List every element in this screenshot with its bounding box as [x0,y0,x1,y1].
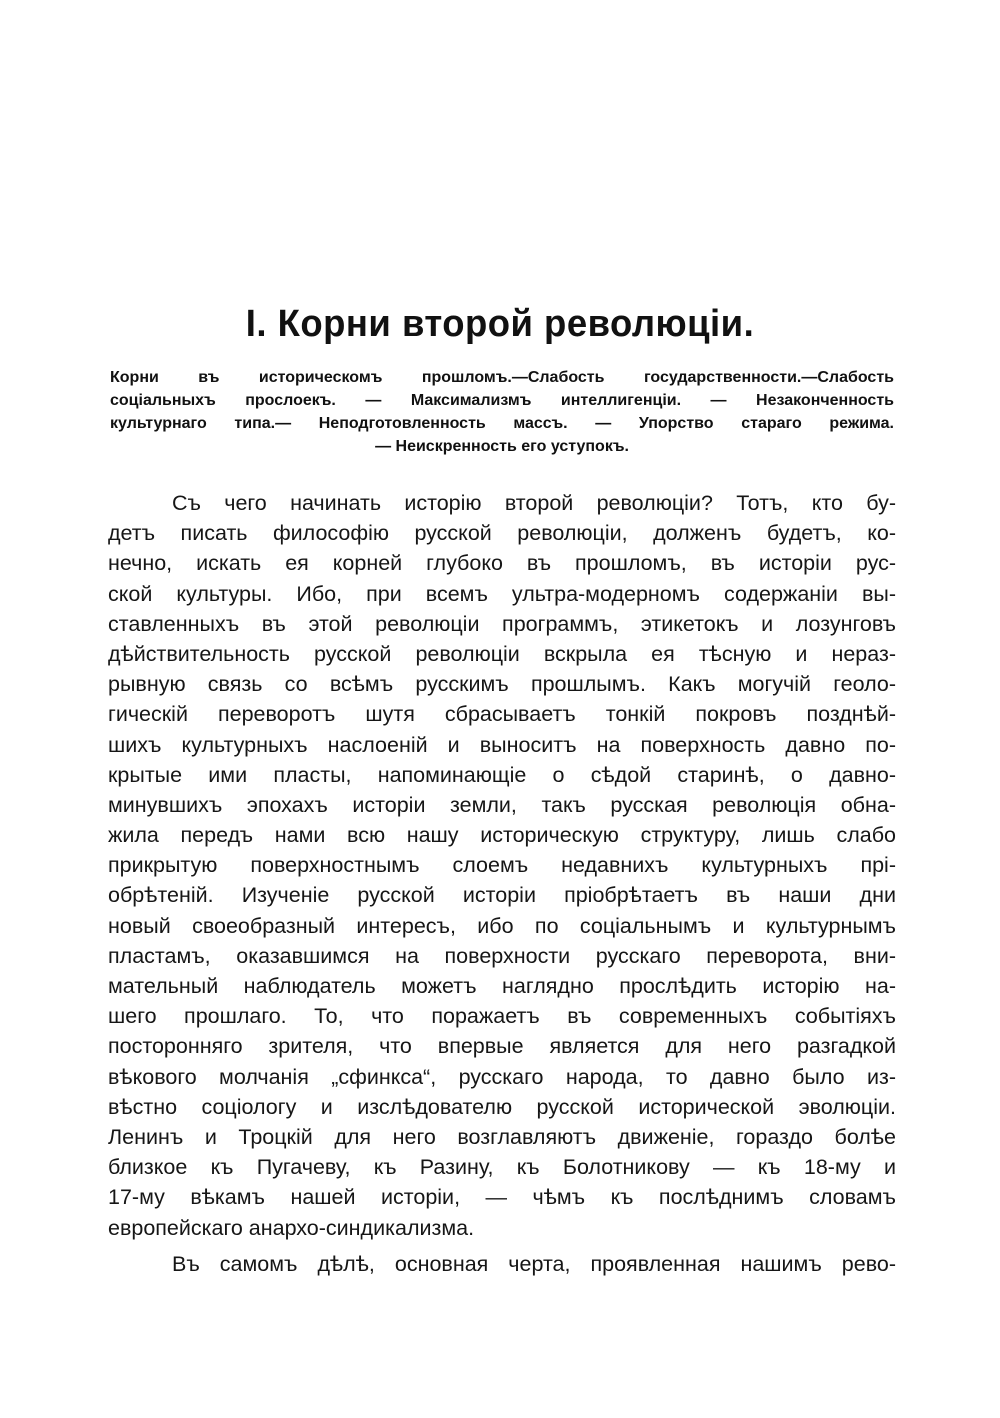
text-line: дѣйствительность русской революціи вскрыла ея тѣсную и нераз- [108,641,896,666]
summary-line: культурнаго типа.— Неподготовленность массъ. — Упорство стараго режима. [110,415,894,432]
paragraph-1 [108,488,896,1243]
text-line: европейскаго анархо-синдикализма. [108,1215,475,1240]
text-line: прикрытую поверхностнымъ слоемъ недавнихъ культурныхъ прі- [108,853,896,878]
text-line: вѣстно соціологу и изслѣдователю русской исторической эволюціи. [108,1094,896,1119]
chapter-summary [110,366,894,458]
text-line: ставленныхъ въ этой революціи программъ, этикетокъ и лозунговъ [108,611,896,636]
text-line: Съ чего начинать исторію второй революціи? Тотъ, кто бу- [172,491,896,515]
text-line: 17-му вѣкамъ нашей исторіи, — чѣмъ къ послѣднимъ словамъ [108,1185,896,1210]
summary-line: соціальныхъ прослоекъ. — Максимализмъ интеллигенціи. — Незаконченность [110,392,894,409]
text-line: новый своеобразный интересъ, ибо по соціальнымъ и культурнымъ [108,913,896,938]
text-line: рывную связь со всѣмъ русскимъ прошлымъ. Какъ могучій геоло- [108,672,896,697]
summary-line: Корни въ историческомъ прошломъ.—Слабость государственности.—Слабость [110,369,894,386]
text-line: вѣкового молчанія „сфинкса“, русскаго народа, то давно было из- [108,1064,896,1089]
chapter-title: I. Корни второй революціи. [245,303,755,345]
summary-line: — Неискренность его уступокъ. [375,438,629,455]
text-line: детъ писать философію русской революціи, долженъ будетъ, ко- [108,521,896,546]
text-line: крытые ими пласты, напоминающіе о сѣдой старинѣ, о давно- [108,762,896,787]
text-line: гическій переворотъ шутя сбрасываетъ тонкій покровъ позднѣй- [108,702,896,727]
text-line: нечно, искать ея корней глубоко въ прошломъ, въ исторіи рус- [108,551,896,576]
text-line: Ленинъ и Троцкій для него возглавляютъ движеніе, гораздо болѣе [108,1124,896,1149]
text-line: обрѣтеній. Изученіе русской исторіи пріобрѣтаетъ въ наши дни [108,883,896,908]
text-line: мательный наблюдатель можетъ наглядно прослѣдить исторію на- [108,974,896,998]
text-line: шего прошлаго. То, что поражаетъ въ современныхъ событіяхъ [108,1004,896,1029]
text-line: пластамъ, оказавшимся на поверхности русскаго переворота, вни- [108,943,896,968]
text-line: близкое къ Пугачеву, къ Разину, къ Болотникову — къ 18-му и [108,1155,896,1180]
body-text [108,488,896,1279]
text-line: Въ самомъ дѣлѣ, основная черта, проявленная нашимъ рево- [172,1251,896,1276]
text-line: посторонняго зрителя, что впервые является для него разгадкой [108,1034,896,1059]
paragraph-2 [108,1249,896,1279]
text-line: шихъ культурныхъ наслоеній и выноситъ на поверхность давно по- [108,732,896,757]
text-line: ской культуры. Ибо, при всемъ ультра-модерномъ содержаніи вы- [108,581,896,606]
text-line: минувшихъ эпохахъ исторіи земли, такъ русская революція обна- [108,792,896,817]
text-line: жила передъ нами всю нашу историческую структуру, лишь слабо [108,823,896,848]
